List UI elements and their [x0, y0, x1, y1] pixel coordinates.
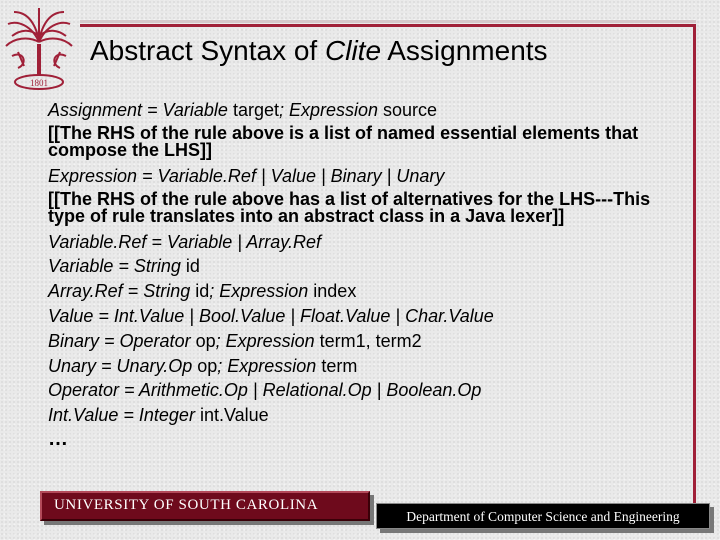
- rule-line: [48, 329, 688, 354]
- rule-line: [48, 304, 688, 329]
- title-end: Assignments: [381, 35, 548, 66]
- frame-right-line: [693, 24, 696, 504]
- rule-fragment: Expression = Variable.Ref | Value | Binary | Unary: [48, 165, 445, 186]
- note-line: [[The RHS of the rule above is a list of named essential elements that compose the LHS]]: [48, 122, 639, 161]
- rule-fragment: Unary = Unary.Op: [48, 355, 193, 376]
- title-italic: Clite: [325, 35, 382, 66]
- university-banner: UNIVERSITY OF SOUTH CAROLINA: [40, 491, 370, 521]
- rule-line: [48, 354, 688, 379]
- rule-fragment: ; Expression: [278, 100, 379, 120]
- rule-fragment: target: [227, 100, 279, 120]
- title-plain: Abstract Syntax of: [90, 35, 325, 66]
- rule-line: [48, 98, 688, 123]
- rule-fragment: ; Expression: [215, 330, 315, 351]
- rule-fragment: ; Expression: [209, 281, 309, 302]
- rule-fragment: op: [192, 355, 218, 376]
- rule-line: [48, 403, 688, 428]
- frame-shadow: [80, 20, 696, 23]
- slide-body: [48, 98, 688, 450]
- rule-line: [48, 378, 688, 403]
- ellipsis: …: [48, 427, 69, 450]
- note-line: [[The RHS of the rule above has a list of alternatives for the LHS---This type of rule translates into an abstract class in a Java lexer]]: [48, 188, 651, 227]
- rule-line: [48, 254, 688, 279]
- rule-fragment: int.Value: [194, 405, 269, 426]
- rule-line: [48, 279, 688, 304]
- rule-fragment: term1, term2: [314, 330, 422, 351]
- rule-fragment: ; Expression: [217, 355, 317, 376]
- rule-fragment: Variable.Ref = Variable | Array.Ref: [48, 231, 321, 252]
- rule-fragment: id: [190, 281, 210, 302]
- rule-fragment: term: [316, 355, 358, 376]
- rule-fragment: source: [378, 100, 438, 120]
- rule-fragment: index: [308, 281, 357, 302]
- rule-fragment: op: [190, 330, 216, 351]
- rule-fragment: Assignment = Variable: [48, 100, 228, 120]
- rule-fragment: Operator = Arithmetic.Op | Relational.Op | Boolean.Op: [48, 380, 482, 401]
- rule-fragment: Value = Int.Value | Bool.Value | Float.Value | Char.Value: [48, 305, 494, 326]
- rule-fragment: id: [180, 256, 200, 277]
- department-banner: Department of Computer Science and Engineering: [376, 503, 710, 529]
- rule-line: [48, 230, 688, 255]
- frame-top-line: [80, 24, 696, 27]
- palmetto-logo-icon: [4, 6, 74, 96]
- svg-text:1801: 1801: [30, 78, 48, 88]
- rule-fragment: Binary = Operator: [48, 330, 191, 351]
- rule-fragment: Array.Ref = String: [48, 281, 191, 302]
- slide-title: [90, 34, 680, 68]
- rule-fragment: Variable = String: [48, 256, 181, 277]
- rule-line: [48, 164, 688, 189]
- rule-fragment: Int.Value = Integer: [48, 405, 195, 426]
